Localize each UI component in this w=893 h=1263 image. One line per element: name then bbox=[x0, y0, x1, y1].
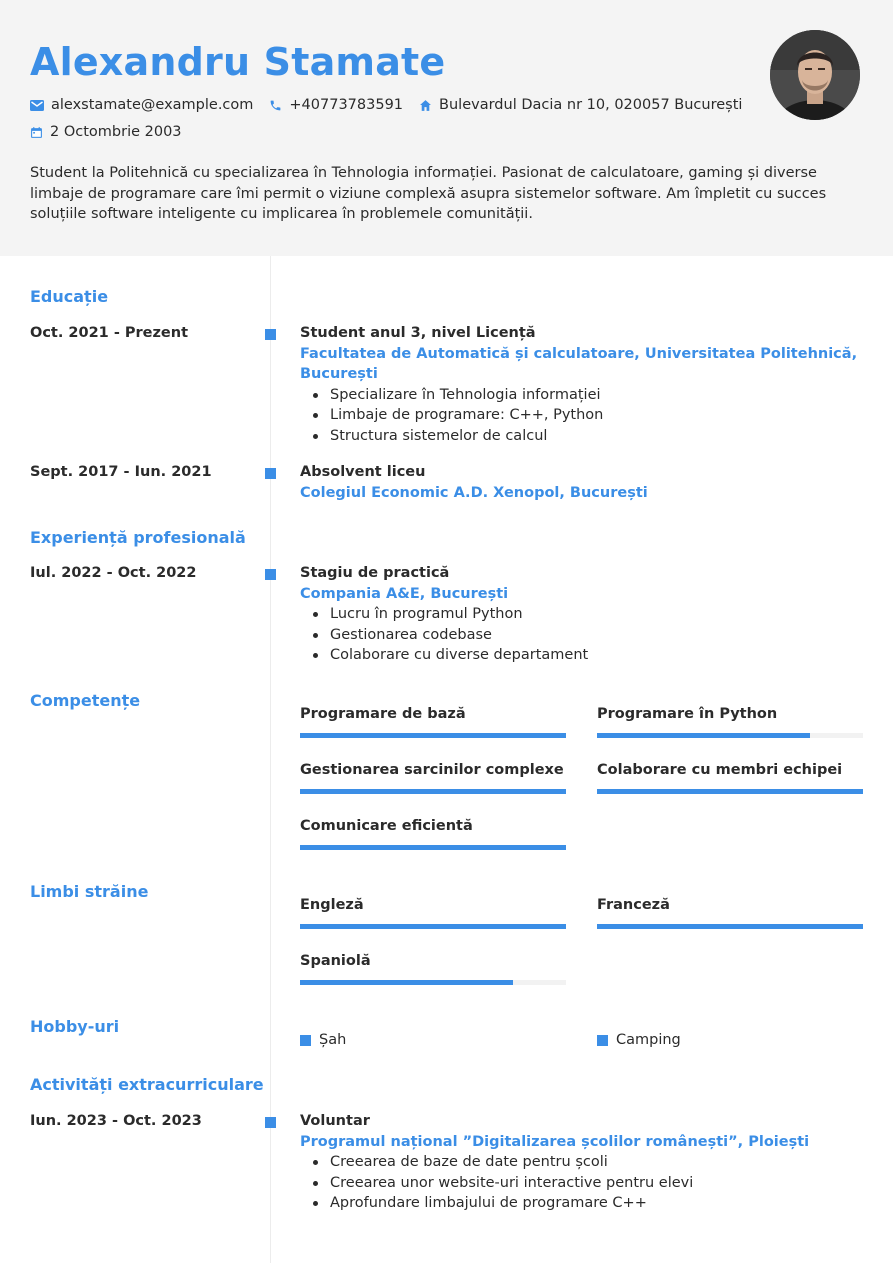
phone-item bbox=[269, 97, 403, 113]
skill-item bbox=[300, 706, 566, 726]
skill-level-bar bbox=[300, 845, 566, 850]
section-title-experience: Experiență profesională bbox=[30, 528, 246, 547]
list-item: Gestionarea codebase bbox=[300, 625, 860, 646]
hobby-marker bbox=[597, 1035, 608, 1046]
skill-item bbox=[597, 762, 863, 782]
skill-name: Gestionarea sarcinilor complexe bbox=[300, 762, 564, 778]
phone-icon bbox=[269, 99, 282, 112]
language-level-fill bbox=[300, 924, 566, 929]
hobby-name: Șah bbox=[319, 1032, 347, 1048]
list-item: Limbaje de programare: C++, Python bbox=[300, 405, 860, 426]
hobby-marker bbox=[300, 1035, 311, 1046]
skill-level-fill bbox=[300, 733, 566, 738]
entry-bullets bbox=[300, 385, 860, 447]
address-item bbox=[419, 97, 742, 113]
hobby-item bbox=[597, 1032, 681, 1048]
avatar-photo bbox=[770, 30, 860, 120]
skill-level-fill bbox=[597, 733, 810, 738]
skill-level-fill bbox=[300, 789, 566, 794]
birthdate-item bbox=[30, 124, 182, 140]
language-item bbox=[300, 953, 566, 973]
profile-summary: Student la Politehnică cu specializarea în Tehnologia informației. Pasionat de calculatoare, gaming și diverse limbaje de programare care îmi permit o viziune complexă asupra sistemelor software. Am împletit cu succes soluțiile software inteligente cu implicarea în problemele comunității. bbox=[30, 165, 827, 222]
contact-row bbox=[30, 97, 758, 113]
email-text[interactable]: alexstamate@example.com bbox=[51, 97, 254, 113]
timeline-divider bbox=[270, 256, 271, 1263]
skill-name: Programare de bază bbox=[300, 706, 466, 722]
language-name: Spaniolă bbox=[300, 953, 371, 969]
language-item bbox=[597, 897, 863, 917]
skill-level-bar bbox=[597, 733, 863, 738]
timeline-marker bbox=[265, 329, 276, 340]
avatar bbox=[770, 30, 860, 120]
skill-level-bar bbox=[300, 733, 566, 738]
language-level-bar bbox=[300, 980, 566, 985]
language-item bbox=[300, 897, 566, 917]
language-level-fill bbox=[597, 924, 863, 929]
hobby-name: Camping bbox=[616, 1032, 681, 1048]
entry-title: Voluntar bbox=[300, 1113, 370, 1129]
list-item: Lucru în programul Python bbox=[300, 604, 860, 625]
skill-name: Colaborare cu membri echipei bbox=[597, 762, 843, 778]
skill-name: Comunicare eficientă bbox=[300, 818, 473, 834]
list-item: Colaborare cu diverse departament bbox=[300, 645, 860, 666]
section-title-education: Educație bbox=[30, 287, 109, 306]
list-item: Creearea unor website-uri interactive pentru elevi bbox=[300, 1173, 860, 1194]
language-level-bar bbox=[597, 924, 863, 929]
education-entry bbox=[300, 462, 860, 503]
language-level-fill bbox=[300, 980, 513, 985]
entry-bullets bbox=[300, 604, 860, 666]
timeline-marker bbox=[265, 569, 276, 580]
calendar-icon bbox=[30, 126, 43, 139]
experience-entry bbox=[300, 563, 860, 666]
skill-level-fill bbox=[300, 845, 566, 850]
list-item: Aprofundare limbajului de programare C++ bbox=[300, 1193, 860, 1214]
skill-level-bar bbox=[597, 789, 863, 794]
email-item bbox=[30, 97, 253, 113]
entry-title: Stagiu de practică bbox=[300, 565, 450, 581]
birthdate-text: 2 Octombrie 2003 bbox=[50, 124, 182, 140]
timeline-marker bbox=[265, 468, 276, 479]
language-name: Franceză bbox=[597, 897, 670, 913]
section-title-skills: Competențe bbox=[30, 691, 141, 710]
entry-date: Oct. 2021 - Prezent bbox=[30, 325, 189, 341]
resume-header bbox=[0, 0, 893, 256]
language-name: Engleză bbox=[300, 897, 364, 913]
skill-item bbox=[597, 706, 863, 726]
home-icon bbox=[419, 99, 432, 112]
language-level-bar bbox=[300, 924, 566, 929]
entry-org: Compania A&E, București bbox=[300, 585, 509, 602]
entry-date: Iun. 2023 - Oct. 2023 bbox=[30, 1113, 202, 1129]
hobby-item bbox=[300, 1032, 346, 1048]
skill-level-fill bbox=[597, 789, 863, 794]
list-item: Specializare în Tehnologia informației bbox=[300, 385, 860, 406]
entry-title: Absolvent liceu bbox=[300, 464, 426, 480]
entry-date: Iul. 2022 - Oct. 2022 bbox=[30, 565, 197, 581]
candidate-name: Alexandru Stamate bbox=[30, 40, 446, 84]
list-item: Creearea de baze de date pentru școli bbox=[300, 1152, 860, 1173]
skill-level-bar bbox=[300, 789, 566, 794]
section-title-hobbies: Hobby-uri bbox=[30, 1017, 120, 1036]
entry-org: Colegiul Economic A.D. Xenopol, București bbox=[300, 484, 648, 501]
entry-org: Facultatea de Automatică și calculatoare, Universitatea Politehnică, București bbox=[300, 345, 858, 382]
skill-item bbox=[300, 762, 566, 782]
section-title-languages: Limbi străine bbox=[30, 882, 149, 901]
entry-date: Sept. 2017 - Iun. 2021 bbox=[30, 464, 212, 480]
mail-icon bbox=[30, 100, 44, 111]
section-title-extracurricular: Activități extracurriculare bbox=[30, 1075, 264, 1094]
entry-org: Programul național ”Digitalizarea școlilor românești”, Ploiești bbox=[300, 1133, 810, 1150]
entry-title: Student anul 3, nivel Licență bbox=[300, 325, 536, 341]
address-text: Bulevardul Dacia nr 10, 020057 București bbox=[439, 97, 743, 113]
entry-bullets bbox=[300, 1152, 860, 1214]
birthdate-row bbox=[30, 124, 198, 140]
phone-text[interactable]: +40773783591 bbox=[289, 97, 404, 113]
timeline-marker bbox=[265, 1117, 276, 1128]
skill-item bbox=[300, 818, 566, 838]
education-entry bbox=[300, 323, 860, 446]
extracurricular-entry bbox=[300, 1111, 860, 1214]
list-item: Structura sistemelor de calcul bbox=[300, 426, 860, 447]
skill-name: Programare în Python bbox=[597, 706, 778, 722]
